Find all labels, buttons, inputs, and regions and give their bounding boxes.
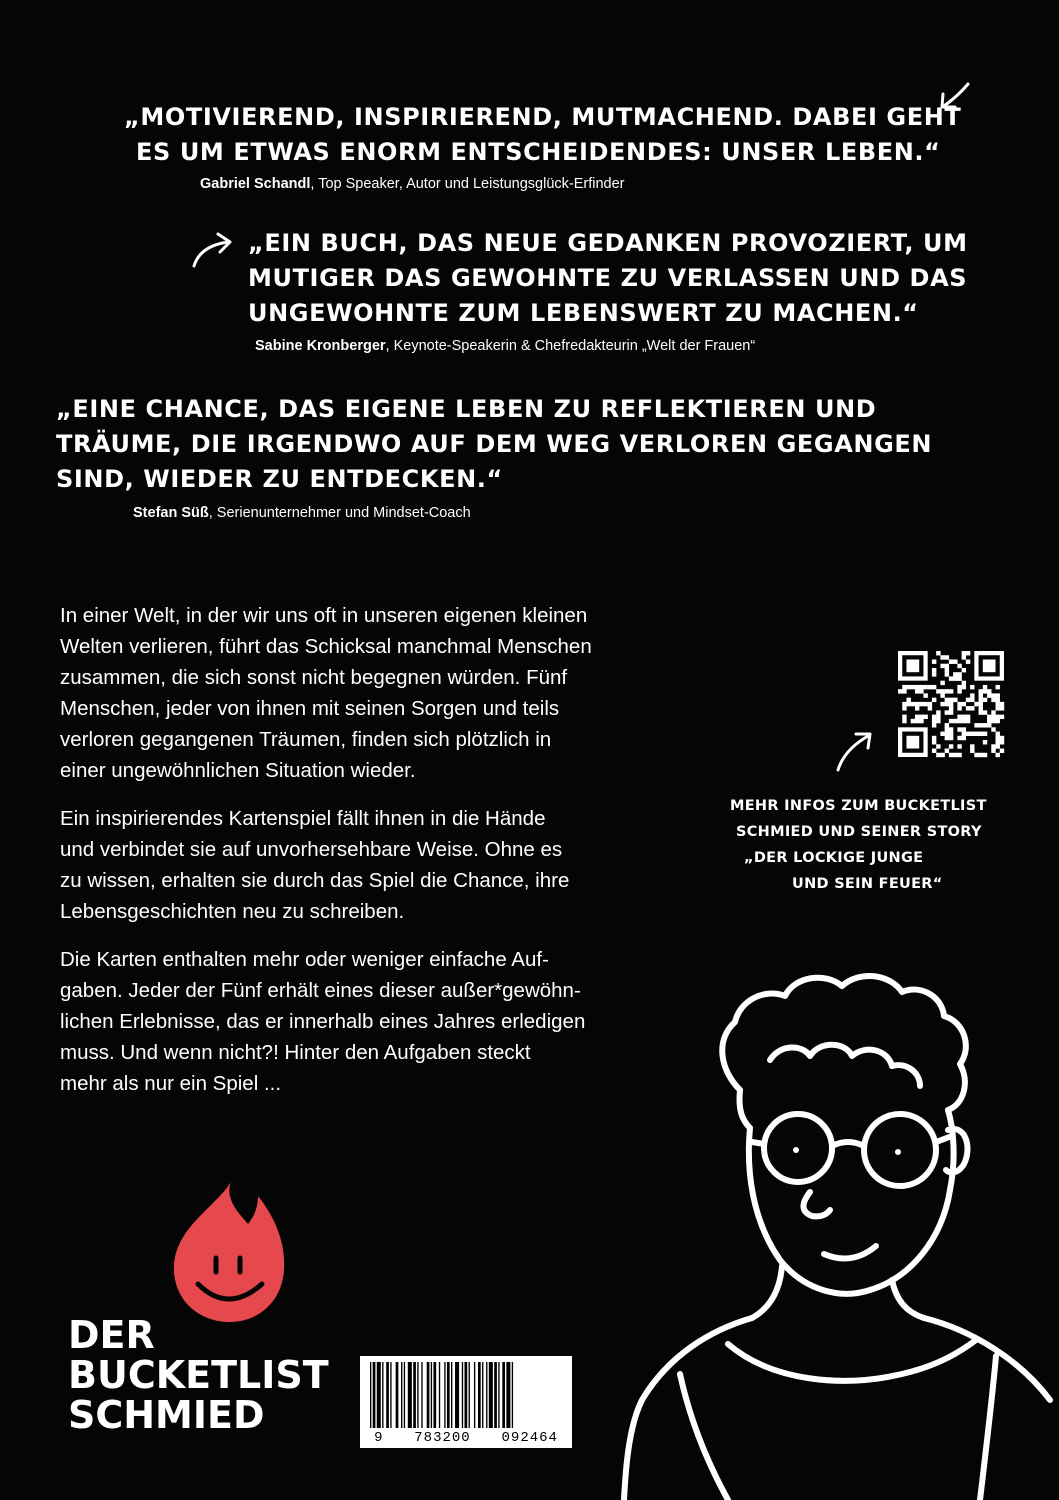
quote-line: „EINE CHANCE, DAS EIGENE LEBEN ZU REFLEKTIEREN UND xyxy=(56,395,877,423)
arrow-right-icon xyxy=(190,232,238,272)
barcode-digit-group-2: 092464 xyxy=(501,1430,558,1446)
blurb-line: Menschen, jeder von ihnen mit seinen Sorgen und teils xyxy=(60,697,560,720)
qr-code[interactable] xyxy=(898,651,1004,757)
quote-line: SIND, WIEDER ZU ENTDECKEN.“ xyxy=(56,465,503,493)
flame-logo-icon xyxy=(170,1176,290,1326)
arrow-up-right-icon xyxy=(834,728,878,774)
quote-author: Gabriel Schandl xyxy=(200,176,311,192)
quote-line: TRÄUME, DIE IRGENDWO AUF DEM WEG VERLOREN GEGANGEN xyxy=(56,430,933,458)
blurb-paragraph-1 xyxy=(60,600,700,786)
qr-caption-line: UND SEIN FEUER“ xyxy=(792,876,943,892)
barcode xyxy=(360,1356,572,1448)
blurb-line: lichen Erlebnisse, das er innerhalb eines Jahres erledigen xyxy=(60,1010,586,1033)
brand-line: SCHMIED xyxy=(68,1393,265,1437)
quote-2 xyxy=(248,226,968,331)
blurb-line: verloren gegangenen Träumen, finden sich plötzlich in xyxy=(60,728,552,751)
qr-caption xyxy=(730,793,987,897)
quote-2-attribution xyxy=(255,338,755,354)
quote-line: ES UM ETWAS ENORM ENTSCHEIDENDES: UNSER LEBEN.“ xyxy=(136,138,941,166)
blurb-line: In einer Welt, in der wir uns oft in unseren eigenen kleinen xyxy=(60,604,588,627)
quote-author: Stefan Süß xyxy=(133,505,209,521)
blurb-line: Die Karten enthalten mehr oder weniger einfache Auf- xyxy=(60,948,549,971)
blurb-line: Lebensgeschichten neu zu schreiben. xyxy=(60,900,405,923)
blurb-line: Welten verlieren, führt das Schicksal manchmal Menschen xyxy=(60,635,592,658)
barcode-digit-group-1: 783200 xyxy=(414,1430,471,1446)
blurb-line: und verbindet sie auf unvorhersehbare Weise. Ohne es xyxy=(60,838,563,861)
blurb-paragraph-3 xyxy=(60,944,700,1099)
blurb-line: mehr als nur ein Spiel ... xyxy=(60,1072,282,1095)
qr-caption-line: „DER LOCKIGE JUNGE xyxy=(744,850,924,866)
quote-line: MUTIGER DAS GEWOHNTE ZU VERLASSEN UND DAS xyxy=(248,264,968,292)
quote-role: , Keynote-Speakerin & Chefredakteurin „Welt der Frauen“ xyxy=(385,338,756,354)
qr-caption-line: MEHR INFOS ZUM BUCKETLIST xyxy=(730,798,987,814)
blurb-paragraph-2 xyxy=(60,803,700,927)
quote-3-attribution xyxy=(133,505,471,521)
quote-3 xyxy=(56,392,932,497)
brand-wordmark xyxy=(68,1315,329,1435)
blurb-line: Ein inspirierendes Kartenspiel fällt ihnen in die Hände xyxy=(60,807,546,830)
quote-1 xyxy=(124,100,961,170)
barcode-digit-first: 9 xyxy=(374,1430,384,1446)
quote-line: „MOTIVIEREND, INSPIRIEREND, MUTMACHEND. DABEI GEHT xyxy=(124,103,962,131)
barcode-digits xyxy=(360,1430,572,1446)
quote-1-attribution xyxy=(200,176,625,192)
blurb-line: gaben. Jeder der Fünf erhält eines dieser außer*gewöhn- xyxy=(60,979,581,1002)
qr-caption-line: SCHMIED UND SEINER STORY xyxy=(736,824,982,840)
blurb xyxy=(60,600,700,1116)
portrait-illustration xyxy=(620,960,1059,1500)
quote-author: Sabine Kronberger xyxy=(255,338,386,354)
quote-line: UNGEWOHNTE ZUM LEBENSWERT ZU MACHEN.“ xyxy=(248,299,919,327)
blurb-line: muss. Und wenn nicht?! Hinter den Aufgaben steckt xyxy=(60,1041,531,1064)
quote-role: , Top Speaker, Autor und Leistungsglück-Erfinder xyxy=(310,176,625,192)
blurb-line: zu wissen, erhalten sie durch das Spiel die Chance, ihre xyxy=(60,869,570,892)
brand-line: DER xyxy=(68,1313,155,1357)
brand-line: BUCKETLIST xyxy=(68,1353,329,1397)
blurb-line: einer ungewöhnlichen Situation wieder. xyxy=(60,759,416,782)
quote-role: , Serienunternehmer und Mindset-Coach xyxy=(208,505,471,521)
blurb-line: zusammen, die sich sonst nicht begegnen würden. Fünf xyxy=(60,666,568,689)
quote-line: „EIN BUCH, DAS NEUE GEDANKEN PROVOZIERT, UM xyxy=(248,229,968,257)
